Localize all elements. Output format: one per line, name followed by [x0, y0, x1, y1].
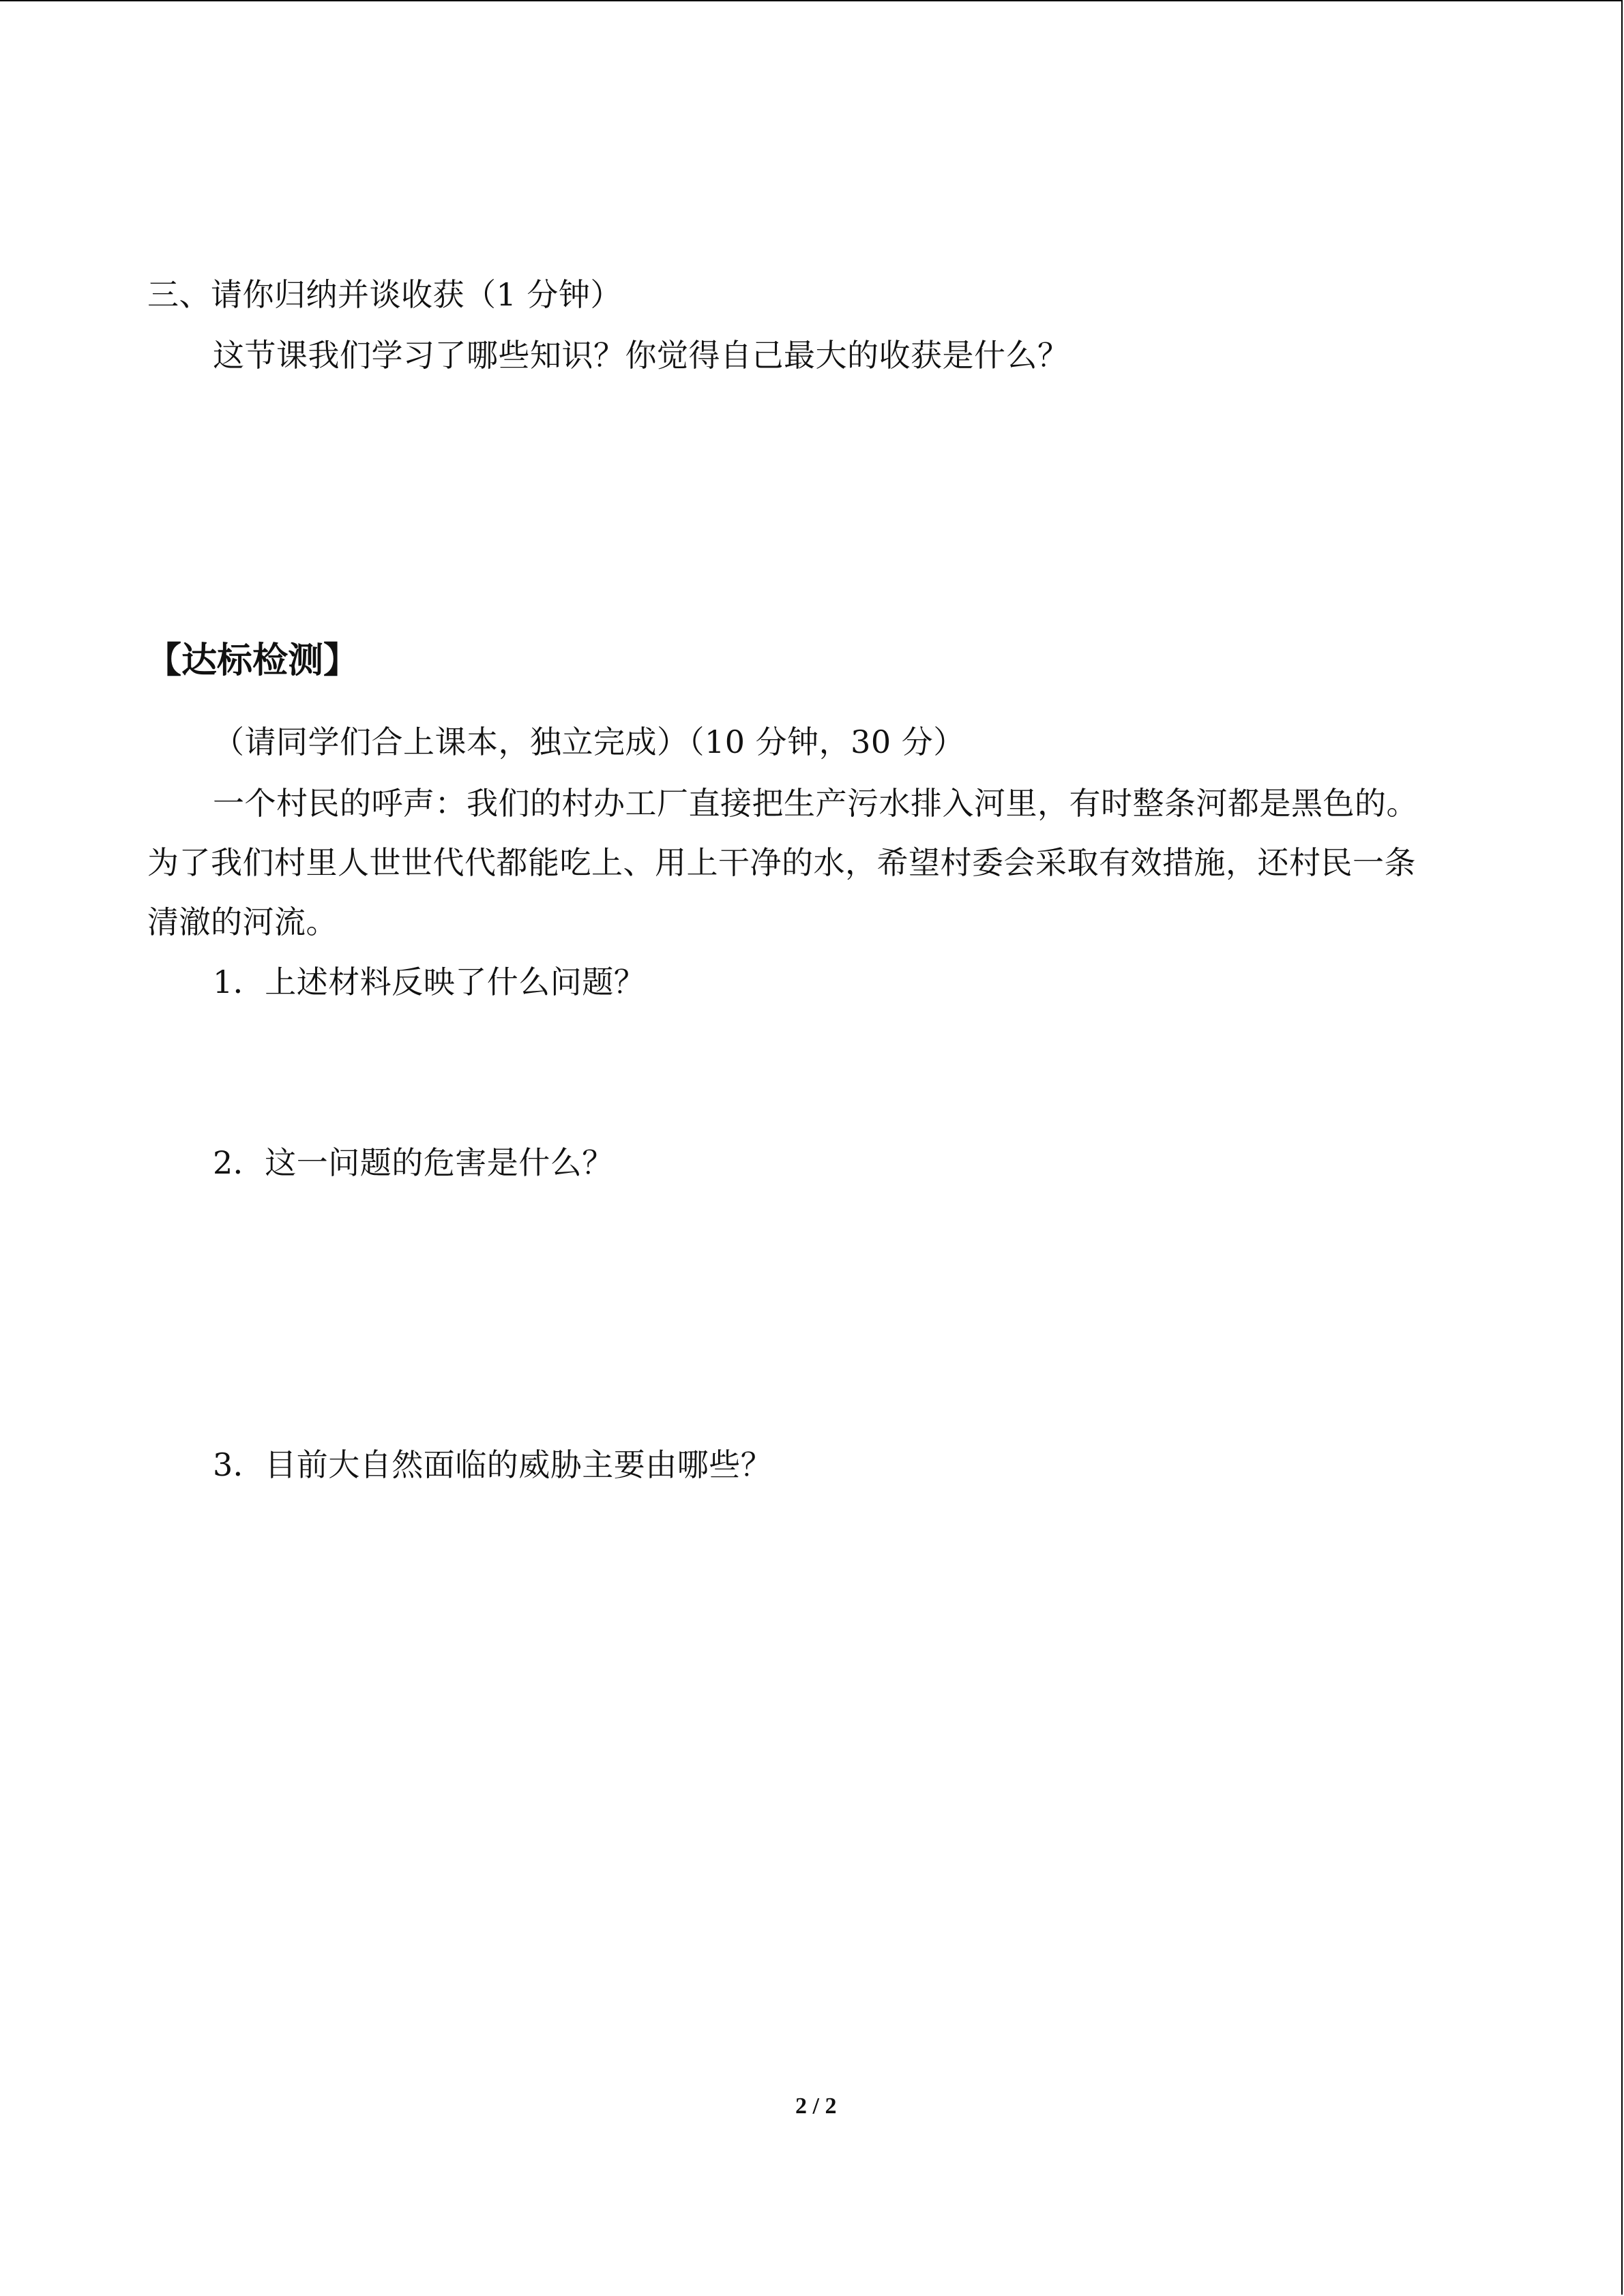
question-2: 2．这一问题的危害是什么？ — [213, 1144, 614, 1181]
question-1: 1．上述材料反映了什么问题？ — [213, 964, 646, 1000]
material-line-2: 为了我们村里人世世代代都能吃上、用上干净的水，希望村委会采取有效措施，还村民一条 — [147, 844, 1416, 881]
assessment-heading: 【达标检测】 — [146, 640, 359, 681]
section3-title: 三、请你归纳并谈收获（1 分钟） — [147, 276, 622, 313]
question-3: 3．目前大自然面临的威胁主要由哪些？ — [213, 1446, 773, 1483]
material-line-3: 清澈的河流。 — [147, 904, 338, 940]
section3-prompt: 这节课我们学习了哪些知识？你觉得自己最大的收获是什么？ — [213, 337, 1069, 374]
page-number: 2 / 2 — [795, 2093, 837, 2119]
assessment-instruction: （请同学们合上课本，独立完成）（10 分钟，30 分） — [213, 724, 965, 760]
material-line-1: 一个村民的呼声：我们的村办工厂直接把生产污水排入河里，有时整条河都是黑色的。 — [213, 785, 1418, 822]
